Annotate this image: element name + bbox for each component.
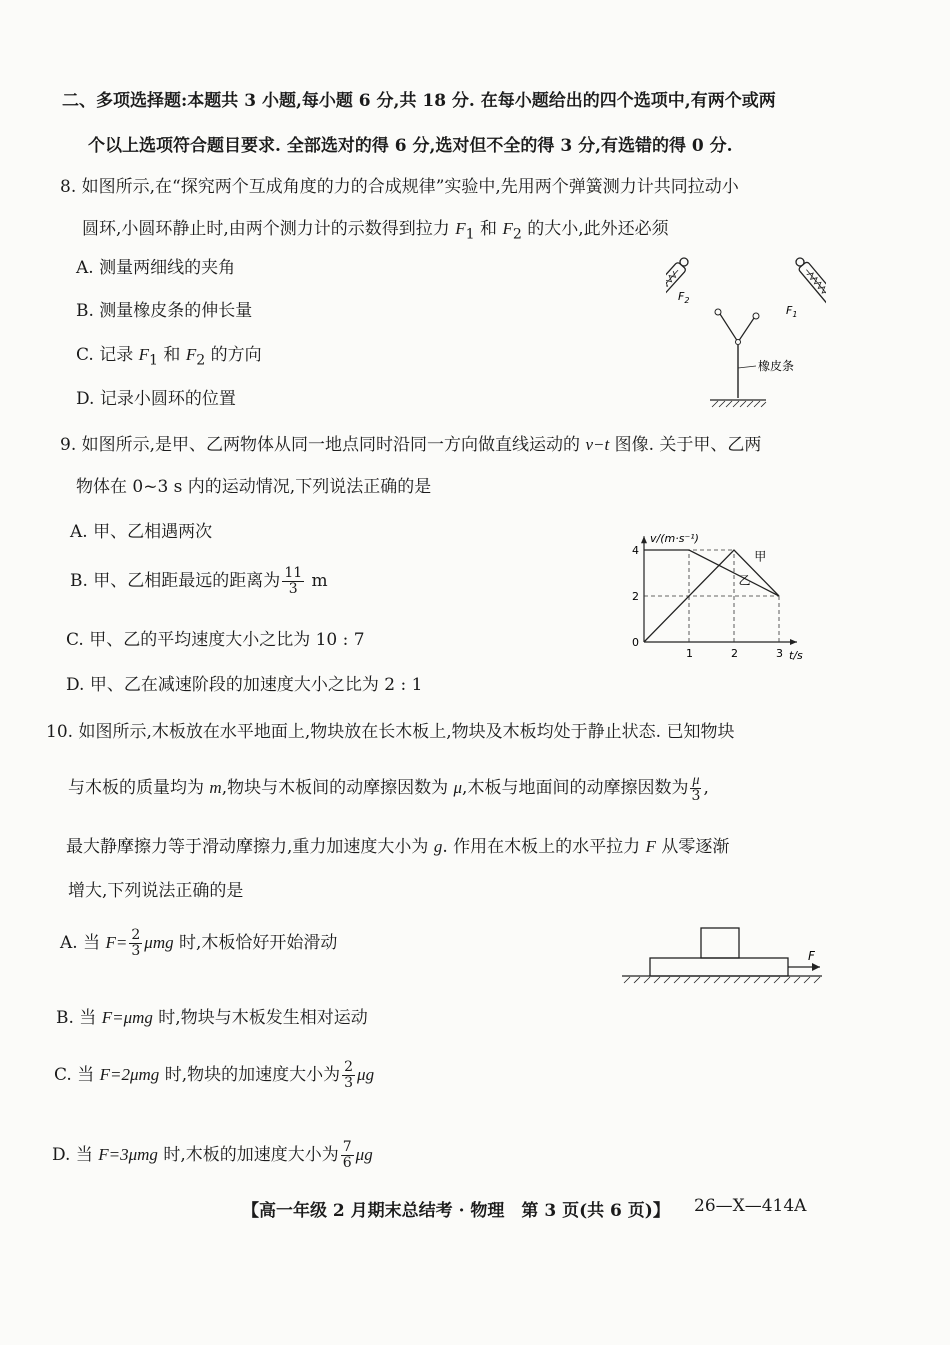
footer-title: 【高一年级 2 月期末总结考 · 物理 第 3 页(共 6 页)】 bbox=[242, 1201, 670, 1221]
q10-stem-line3: 最大静摩擦力等于滑动摩擦力,重力加速度大小为 g. 作用在木板上的水平拉力 F 从零逐渐 bbox=[66, 837, 730, 857]
thread-left bbox=[720, 314, 738, 342]
q8-option-c: C. 记录 $F_1$ 和 $F_2$ 的方向 bbox=[76, 345, 262, 369]
q10-option-a: A. 当 F= $\frac{2}{3}$ μmg 时,木板恰好开始滑动 bbox=[60, 927, 338, 959]
q8-spring-balance-figure bbox=[666, 250, 826, 410]
x-axis-label: t/s bbox=[789, 649, 803, 662]
origin-label: 0 bbox=[632, 636, 639, 649]
label-rubber-band: 橡皮条 bbox=[758, 359, 795, 373]
q9-option-c: C. 甲、乙的平均速度大小之比为 10 : 7 bbox=[66, 630, 365, 650]
q10-option-b: B. 当 F=μmg 时,物块与木板发生相对运动 bbox=[56, 1008, 368, 1028]
q8-option-d: D. 记录小圆环的位置 bbox=[76, 389, 236, 409]
x-tick-2: 2 bbox=[731, 647, 738, 660]
block bbox=[701, 928, 739, 958]
q10-stem-line4: 增大,下列说法正确的是 bbox=[68, 881, 244, 901]
force-arrowhead bbox=[812, 963, 820, 971]
board bbox=[650, 958, 788, 976]
band-label-leader bbox=[738, 366, 756, 368]
q8-option-a: A. 测量两细线的夹角 bbox=[76, 258, 236, 278]
q10-option-c: C. 当 F=2μmg 时,物块的加速度大小为 $\frac{2}{3}$ μg bbox=[54, 1059, 375, 1091]
y-tick-2: 2 bbox=[632, 590, 639, 603]
small-ring bbox=[736, 340, 741, 345]
label-f2: $F_2$ bbox=[678, 290, 690, 305]
annotation-yi: 乙 bbox=[738, 573, 751, 588]
q9-option-b: B. 甲、乙相距最远的距离为 $\frac{11}{3}$ m bbox=[70, 565, 328, 597]
q8-stem-line2: 圆环,小圆环静止时,由两个测力计的示数得到拉力 $F_1$ 和 $F_2$ 的大小,此外还必须 bbox=[82, 219, 669, 243]
q8-option-b: B. 测量橡皮条的伸长量 bbox=[76, 301, 253, 321]
thread-right bbox=[738, 318, 754, 342]
x-tick-3: 3 bbox=[776, 647, 783, 660]
q10-board-block-figure bbox=[616, 920, 826, 990]
q9-option-a: A. 甲、乙相遇两次 bbox=[70, 522, 213, 542]
floor-hatch bbox=[624, 977, 820, 983]
x-tick-1: 1 bbox=[686, 647, 693, 660]
q9-stem-line2: 物体在 0~3 s 内的运动情况,下列说法正确的是 bbox=[76, 477, 432, 497]
annotation-jia: 甲 bbox=[754, 549, 767, 564]
y-axis-arrowhead bbox=[641, 536, 647, 543]
q10-stem-line1: 10. 如图所示,木板放在水平地面上,物块放在长木板上,物块及木板均处于静止状态. 已知物块 bbox=[46, 722, 735, 742]
label-f1: $F_1$ bbox=[786, 304, 798, 319]
q9-stem-line1: 9. 如图所示,是甲、乙两物体从同一地点同时沿同一方向做直线运动的 v−t 图像. 关于甲、乙两 bbox=[60, 435, 762, 455]
q9-vt-chart bbox=[620, 510, 830, 665]
q9-option-d: D. 甲、乙在减速阶段的加速度大小之比为 2 : 1 bbox=[66, 675, 423, 695]
label-force: F bbox=[808, 949, 815, 963]
y-axis-label: v/(m·s⁻¹) bbox=[650, 532, 699, 546]
section-header-line1: 二、多项选择题:本题共 3 小题,每小题 6 分,共 18 分. 在每小题给出的四个选项中,有两个或两 bbox=[62, 91, 776, 111]
section-header-line2: 个以上选项符合题目要求. 全部选对的得 6 分,选对但不全的得 3 分,有选错的得 0 分. bbox=[88, 136, 733, 156]
footer-code: 26—X—414A bbox=[694, 1196, 807, 1216]
q10-stem-line2: 与木板的质量均为 m,物块与木板间的动摩擦因数为 μ,木板与地面间的动摩擦因数为 $\frac{\mu}{3}$ , bbox=[68, 773, 709, 804]
q8-stem-line1: 8. 如图所示,在“探究两个互成角度的力的合成规律”实验中,先用两个弹簧测力计共同拉动小 bbox=[60, 177, 739, 197]
spring-balance-f1 bbox=[796, 258, 826, 315]
y-tick-4: 4 bbox=[632, 544, 639, 557]
ground-hatch bbox=[712, 401, 766, 407]
q10-option-d: D. 当 F=3μmg 时,木板的加速度大小为 $\frac{7}{6}$ μg bbox=[52, 1139, 373, 1171]
x-axis-arrowhead bbox=[790, 639, 797, 645]
